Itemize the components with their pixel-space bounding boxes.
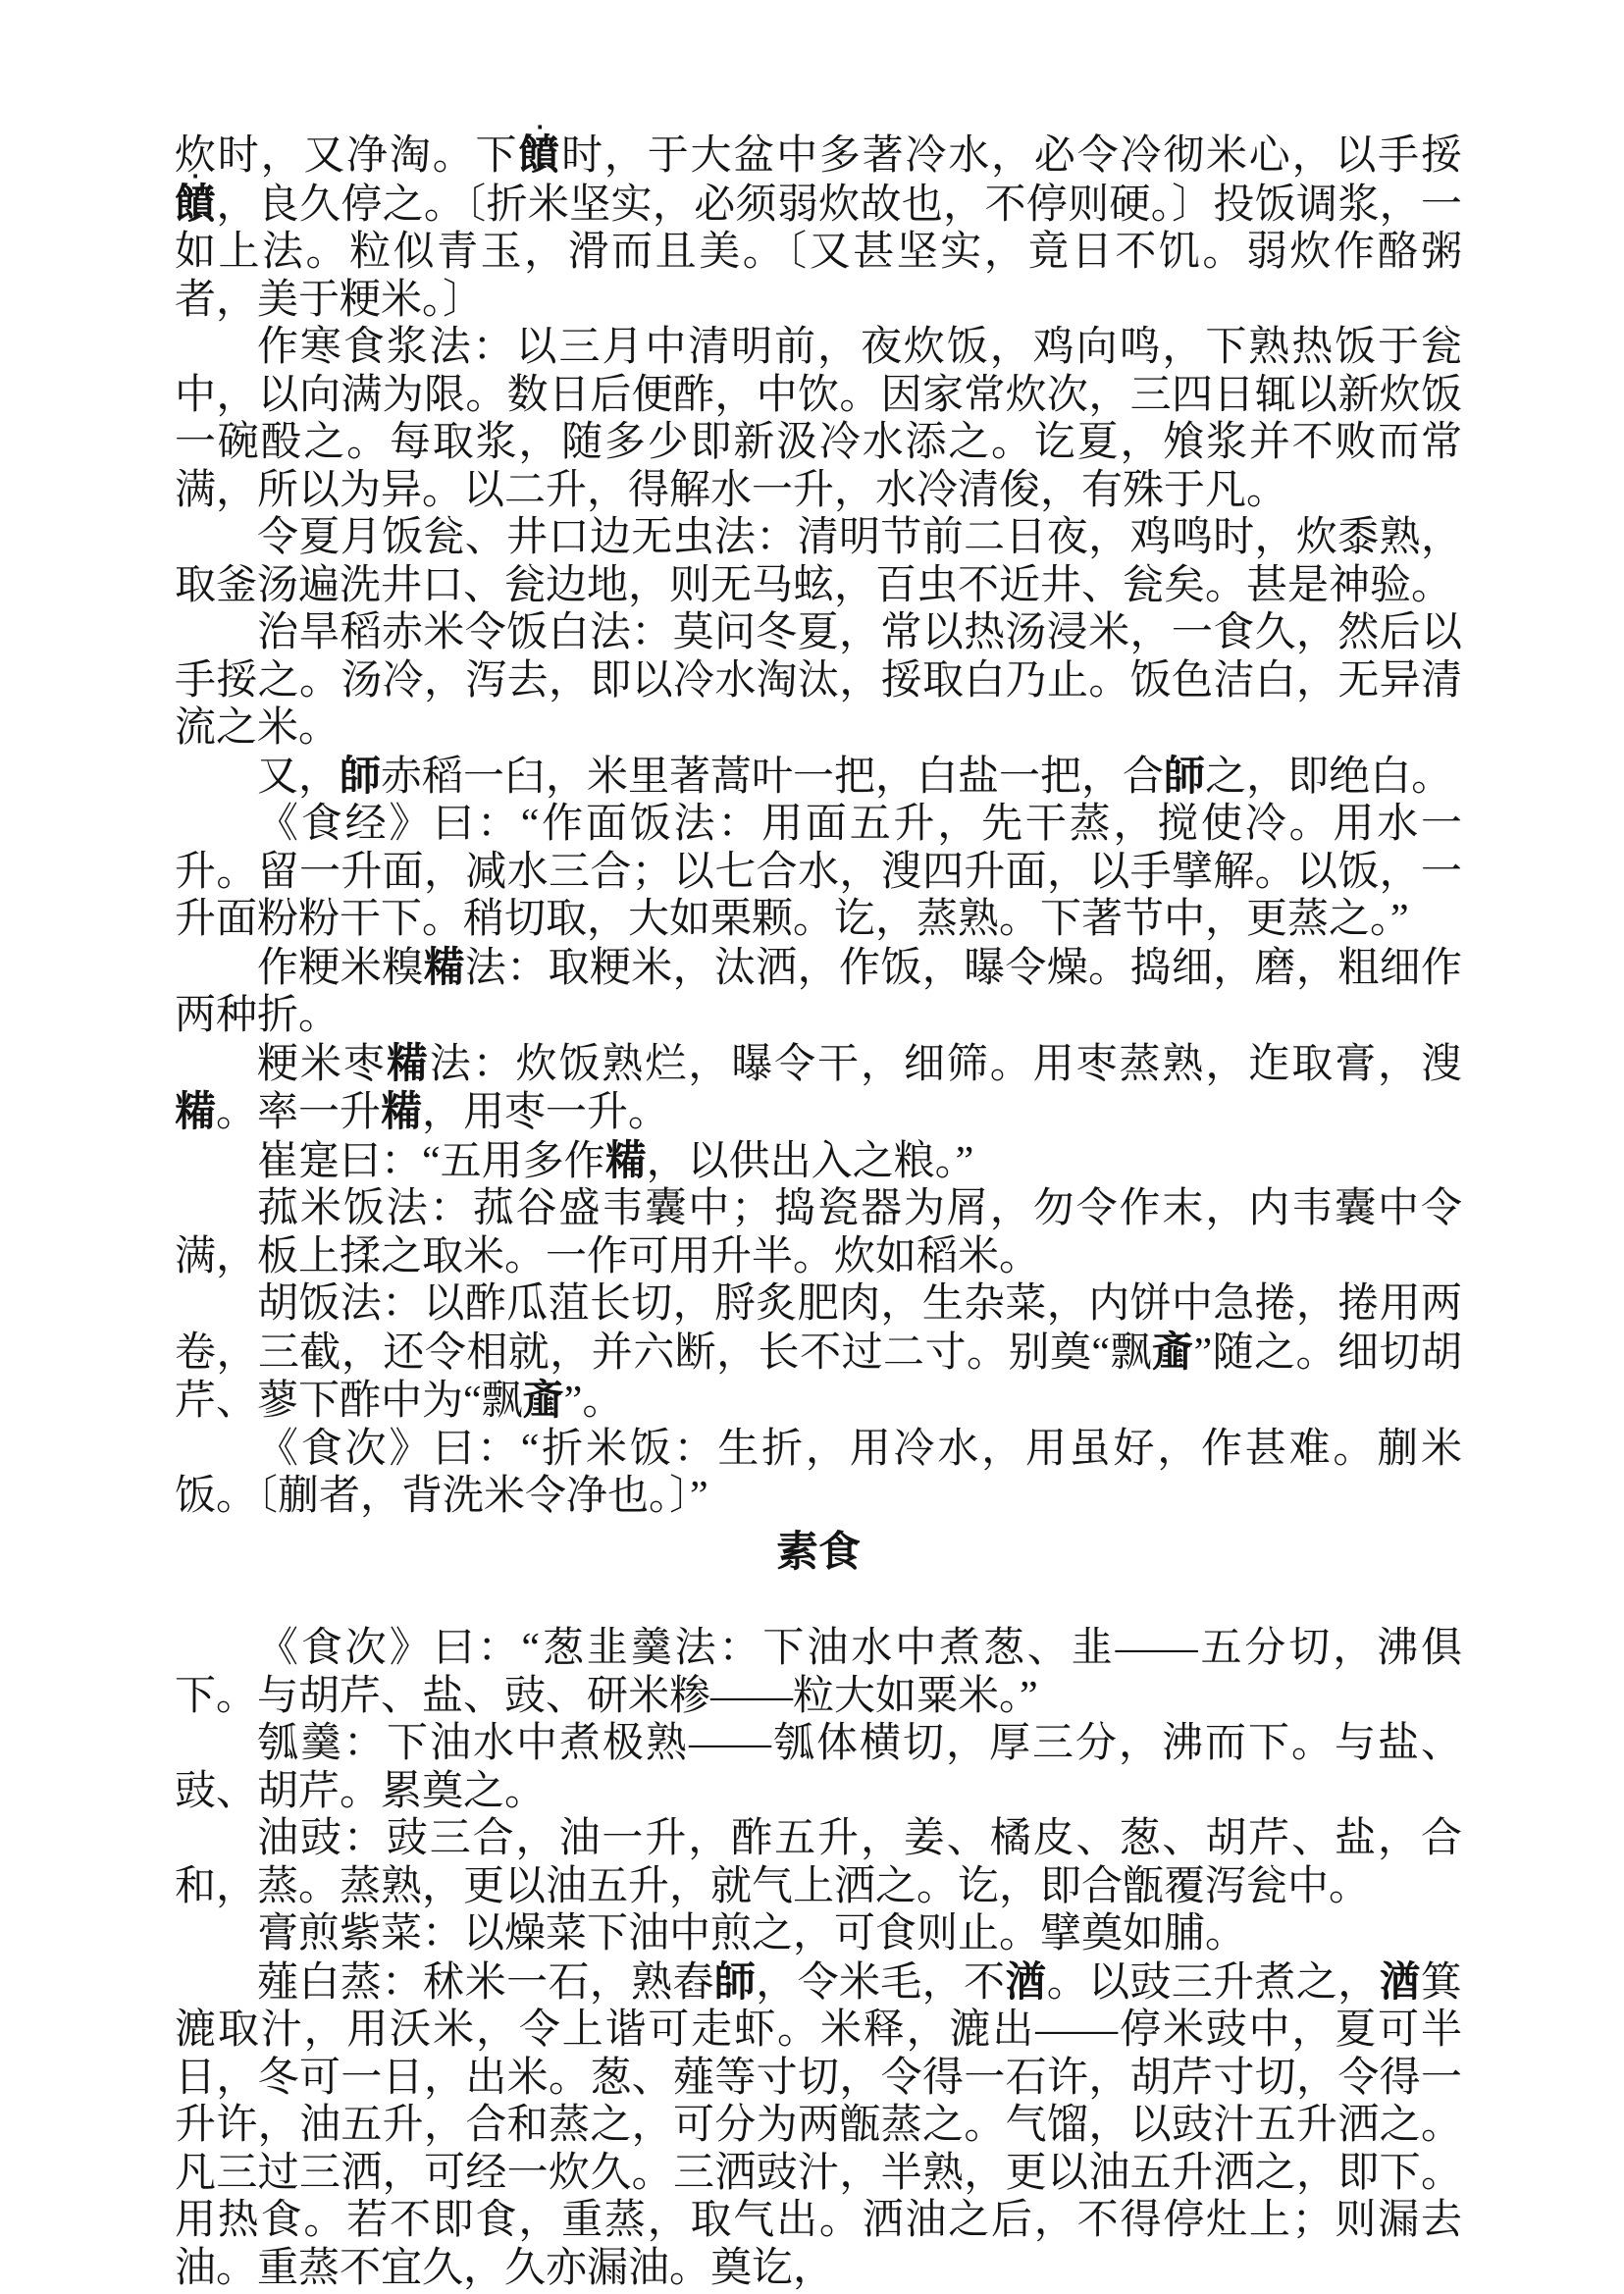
rare-character: 糒: [604, 1135, 647, 1184]
paragraph-fried-laver: 膏煎紫菜：以燥菜下油中煎之，可食则止。擘奠如脯。: [257, 1911, 1247, 1956]
rare-character: 師: [713, 1956, 757, 2006]
paragraph-cui-shi-quote: 崔寔曰：“五用多作糒，以供出入之粮。”: [257, 1135, 974, 1184]
rare-character: 師: [340, 751, 382, 800]
paragraph-jujube-dried-rice: 粳米枣糒法：炊饭熟烂，曝令干，细筛。用枣蒸熟，迮取膏，溲糒。率一升糒，用枣一升。: [175, 1038, 1462, 1135]
paragraph-continuation: 炊时，又净淘。下饙时，于大盆中多著冷水，必令冷彻米心，以手挼饙，良久停之。〔折米坚实，必须弱炊故也，不停则硬。〕投饭调浆，一如上法。粒似青玉，滑而且美。〔又甚坚实，竟日不饥。弱炊作酪粥者，美于粳米。〕: [175, 130, 1462, 323]
rare-character: 糒: [381, 1087, 423, 1135]
paragraph-whiten-red-rice: 治旱稻赤米令饭白法：莫问冬夏，常以热汤浸米，一食久，然后以手挼之。汤冷，泻去，即以冷水淘汰，挼取白乃止。饭色洁白，无异清流之米。: [175, 610, 1462, 751]
rare-character: 饙: [175, 179, 217, 228]
rare-character: 饙: [518, 130, 562, 179]
rare-character: 糒: [423, 942, 465, 991]
paragraph-scallion-chive-soup: 《食次》曰：“葱韭羹法：下油水中煮葱、韭——五分切，沸俱下。与胡芹、盐、豉、研米糁——粒大如粟米。”: [175, 1626, 1462, 1719]
rare-character: 師: [1164, 751, 1206, 800]
rare-character: 湭: [1379, 1956, 1421, 2006]
paragraph-red-rice-addendum: 又，師赤稻一臼，米里著蒿叶一把，白盐一把，合師之，即绝白。: [257, 751, 1453, 800]
paragraph-shijing-flour-rice: 《食经》曰：“作面饭法：用面五升，先干蒸，搅使冷。用水一升。留一升面，减水三合；以七合水，溲四升面，以手擘解。以饭，一升面粉粉干下。稍切取，大如栗颗。讫，蒸熟。下著节中，更蒸之。”: [175, 802, 1462, 942]
paragraph-oil-fermented-beans: 油豉：豉三合，油一升，酢五升，姜、橘皮、葱、胡芹、盐，合和，蒸。蒸熟，更以油五升，就气上洒之。讫，即合甑覆泻瓮中。: [175, 1816, 1462, 1909]
rare-character: 湭: [1005, 1956, 1047, 2006]
rare-character: 糒: [175, 1087, 217, 1135]
rare-character: 齑: [1152, 1327, 1194, 1376]
paragraph-summer-jar-no-insects: 令夏月饭瓮、井口边无虫法：清明节前二日夜，鸡鸣时，炊黍熟，取釜汤遍洗井口、瓮边地，则无马蚿，百虫不近井、瓮矣。甚是神验。: [175, 515, 1462, 608]
rare-character: 糒: [386, 1038, 430, 1087]
paragraph-steamed-xiebai: 薤白蒸：秫米一石，熟舂師，令米毛，不湭。以豉三升煮之，湭箕漉取汁，用沃米，令上谐可走虾。米释，漉出——停米豉中，夏可半日，冬可一日，出米。葱、薤等寸切，令得一石许，胡芹寸切，令得一升许，油五升，合和蒸之，可分为两甑蒸之。气馏，以豉汁五升洒之。凡三过三洒，可经一炊久。三洒豉汁，半熟，更以油五升洒之，即下。用热食。若不即食，重蒸，取气出。洒油之后，不得停灶上；则漏去油。重蒸不宜久，久亦漏油。奠讫，: [175, 1956, 1462, 2291]
paragraph-dried-rice-provision: 作粳米糗糒法：取粳米，汰洒，作饭，曝令燥。捣细，磨，粗细作两种折。: [175, 942, 1462, 1038]
paragraph-shici-zhe-rice: 《食次》曰：“折米饭：生折，用冷水，用虽好，作甚难。蒯米饭。〔蒯者，背洗米令净也。〕”: [175, 1426, 1462, 1519]
section-heading-vegetarian-food: 素食: [776, 1527, 861, 1577]
paragraph-hu-rice: 胡饭法：以酢瓜菹长切，脟炙肥肉，生杂菜，内饼中急捲，捲用两卷，三截，还令相就，并六断，长不过二寸。别奠“飘齑”随之。细切胡芹、蓼下酢中为“飘齑”。: [175, 1281, 1462, 1424]
paragraph-gourd-soup: 瓠羹：下油水中煮极熟——瓠体横切，厚三分，沸而下。与盐、豉、胡芹。累奠之。: [175, 1721, 1462, 1814]
paragraph-wild-rice: 菰米饭法：菰谷盛韦囊中；捣瓷器为屑，勿令作末，内韦囊中令满，板上揉之取米。一作可用升半。炊如稻米。: [175, 1186, 1462, 1279]
document-page: [175, 131, 1462, 2292]
rare-character: 齑: [522, 1376, 564, 1424]
paragraph-cold-food-syrup: 作寒食浆法：以三月中清明前，夜炊饭，鸡向鸣，下熟热饭于瓮中，以向满为限。数日后便酢，中饮。因家常炊次，三四日辄以新炊饭一碗酘之。每取浆，随多少即新汲冷水添之。讫夏，飧浆并不败而常满，所以为异。以二升，得解水一升，水冷清俊，有殊于凡。: [175, 325, 1462, 513]
